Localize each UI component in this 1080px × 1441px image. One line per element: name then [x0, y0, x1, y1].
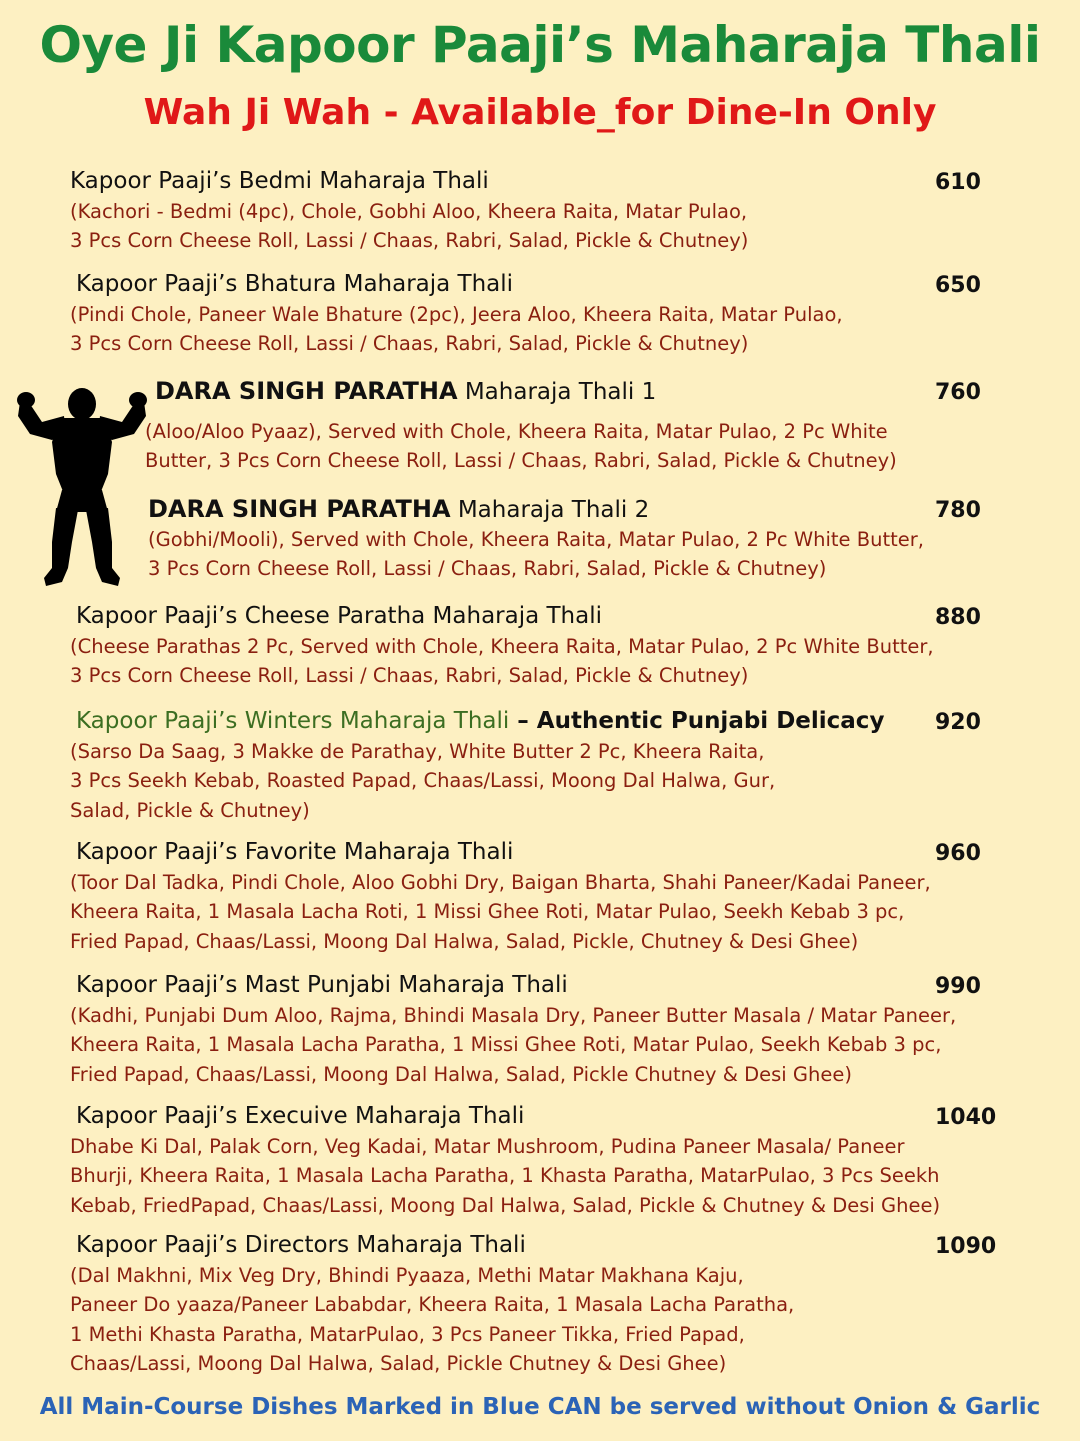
menu-item-bhatura	[70, 269, 843, 359]
item-desc-line: Bhurji, Kheera Raita, 1 Masala Lacha Paratha, 1 Khasta Paratha, MatarPulao, 3 Pcs Seekh	[70, 1164, 940, 1188]
menu-item-dara-singh-2	[148, 494, 924, 584]
page-title: Oye Ji Kapoor Paaji’s Maharaja Thali	[39, 16, 1041, 74]
item-name: Kapoor Paaji’s Bhatura Maharaja Thali	[76, 271, 514, 297]
menu-item-executive	[70, 1101, 940, 1220]
item-desc-line: Kebab, FriedPapad, Chaas/Lassi, Moong Dal Halwa, Salad, Pickle & Chutney & Desi Ghee)	[70, 1193, 941, 1217]
item-name: Kapoor Paaji’s Directors Maharaja Thali	[76, 1232, 526, 1258]
page-subtitle: Wah Ji Wah - Available_for Dine-In Only	[143, 92, 937, 133]
item-name	[145, 376, 897, 407]
item-price: 1090	[935, 1234, 997, 1259]
item-desc-line: (Pindi Chole, Paneer Wale Bhature (2pc), Jeera Aloo, Kheera Raita, Matar Pulao,	[70, 303, 843, 326]
item-price: 650	[935, 273, 981, 298]
wrestler-silhouette-icon	[12, 382, 152, 592]
item-desc-line: Paneer Do yaaza/Paneer Lababdar, Kheera Raita, 1 Masala Lacha Paratha,	[70, 1293, 795, 1317]
footer-note: All Main-Course Dishes Marked in Blue CAN be served without Onion & Garlic	[39, 1394, 1041, 1420]
item-desc-line: Fried Papad, Chaas/Lassi, Moong Dal Halwa, Salad, Pickle Chutney & Desi Ghee)	[70, 1062, 852, 1086]
menu-item-directors	[70, 1230, 794, 1378]
item-price: 760	[935, 380, 981, 405]
item-desc-line: 3 Pcs Corn Cheese Roll, Lassi / Chaas, Rabri, Salad, Pickle & Chutney)	[70, 229, 749, 253]
item-name	[70, 706, 884, 737]
item-desc-line: 1 Methi Khasta Paratha, MatarPulao, 3 Pcs Paneer Tikka, Fried Papad,	[70, 1322, 745, 1346]
item-desc-line: Kheera Raita, 1 Masala Lacha Roti, 1 Missi Ghee Roti, Matar Pulao, Seekh Kebab 3 pc,	[70, 900, 905, 924]
item-name-rest: Maharaja Thali 1	[457, 379, 657, 405]
item-desc-line: (Kachori - Bedmi (4pc), Chole, Gobhi Aloo, Kheera Raita, Matar Pulao,	[70, 200, 748, 223]
item-desc-line: (Aloo/Aloo Pyaaz), Served with Chole, Kheera Raita, Matar Pulao, 2 Pc White	[145, 420, 888, 443]
item-name-rest: – Authentic Punjabi Delicacy	[509, 708, 885, 734]
item-desc-line: Dhabe Ki Dal, Palak Corn, Veg Kadai, Matar Mushroom, Pudina Paneer Masala/ Paneer	[70, 1135, 905, 1158]
item-price: 920	[935, 710, 981, 735]
item-desc-line: Kheera Raita, 1 Masala Lacha Paratha, 1 Missi Ghee Roti, Matar Pulao, Seekh Kebab 3 pc,	[70, 1033, 942, 1057]
menu-item-winters	[70, 706, 884, 825]
item-name: Kapoor Paaji’s Mast Punjabi Maharaja Thali	[76, 972, 568, 998]
item-name-bold: DARA SINGH PARATHA	[148, 495, 451, 523]
menu-item-cheese-paratha	[70, 601, 934, 691]
item-price: 880	[935, 605, 981, 630]
item-desc-line: Butter, 3 Pcs Corn Cheese Roll, Lassi / Chaas, Rabri, Salad, Pickle & Chutney)	[145, 449, 897, 473]
item-name-green: Kapoor Paaji’s Winters Maharaja Thali	[76, 708, 510, 734]
item-name: Kapoor Paaji’s Execuive Maharaja Thali	[76, 1103, 525, 1129]
item-desc-line: (Cheese Parathas 2 Pc, Served with Chole, Kheera Raita, Matar Pulao, 2 Pc White Butter,	[70, 635, 934, 658]
item-desc-line: (Dal Makhni, Mix Veg Dry, Bhindi Pyaaza, Methi Matar Makhana Kaju,	[70, 1264, 744, 1287]
item-desc-line: Fried Papad, Chaas/Lassi, Moong Dal Halwa, Salad, Pickle, Chutney & Desi Ghee)	[70, 929, 859, 953]
item-desc-line: 3 Pcs Seekh Kebab, Roasted Papad, Chaas/Lassi, Moong Dal Halwa, Gur,	[70, 769, 776, 793]
item-price: 610	[935, 170, 981, 195]
item-price: 960	[935, 841, 981, 866]
item-desc-line: Salad, Pickle & Chutney)	[70, 798, 310, 822]
menu-item-bedmi	[70, 166, 748, 256]
item-desc-line: 3 Pcs Corn Cheese Roll, Lassi / Chaas, Rabri, Salad, Pickle & Chutney)	[70, 664, 749, 688]
menu-item-favorite	[70, 837, 931, 956]
item-desc-line: 3 Pcs Corn Cheese Roll, Lassi / Chaas, Rabri, Salad, Pickle & Chutney)	[148, 557, 827, 581]
item-price: 780	[935, 498, 981, 523]
item-name: Kapoor Paaji’s Bedmi Maharaja Thali	[70, 168, 489, 194]
item-desc-line: (Gobhi/Mooli), Served with Chole, Kheera Raita, Matar Pulao, 2 Pc White Butter,	[148, 528, 924, 551]
item-desc-line: (Kadhi, Punjabi Dum Aloo, Rajma, Bhindi Masala Dry, Paneer Butter Masala / Matar Paneer,	[70, 1004, 957, 1027]
item-desc-line: 3 Pcs Corn Cheese Roll, Lassi / Chaas, Rabri, Salad, Pickle & Chutney)	[70, 332, 749, 356]
item-desc-line: Chaas/Lassi, Moong Dal Halwa, Salad, Pickle Chutney & Desi Ghee)	[70, 1351, 727, 1375]
menu-item-dara-singh-1	[145, 376, 897, 476]
item-name-rest: Maharaja Thali 2	[450, 497, 650, 523]
item-name: Kapoor Paaji’s Cheese Paratha Maharaja Thali	[76, 603, 603, 629]
item-price: 1040	[935, 1105, 997, 1130]
item-name-bold: DARA SINGH PARATHA	[155, 377, 458, 405]
menu-item-mast-punjabi	[70, 970, 956, 1089]
item-desc-line: (Sarso Da Saag, 3 Makke de Parathay, White Butter 2 Pc, Kheera Raita,	[70, 740, 765, 763]
item-price: 990	[935, 974, 981, 999]
item-name: Kapoor Paaji’s Favorite Maharaja Thali	[76, 839, 514, 865]
item-name	[148, 494, 924, 525]
item-desc-line: (Toor Dal Tadka, Pindi Chole, Aloo Gobhi Dry, Baigan Bharta, Shahi Paneer/Kadai Paneer,	[70, 871, 931, 894]
